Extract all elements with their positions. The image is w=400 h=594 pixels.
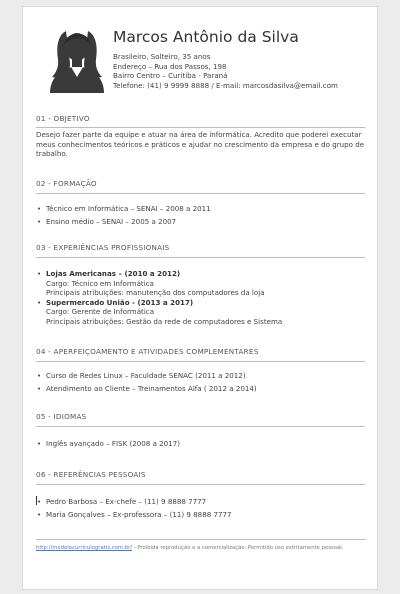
experience-cargo: Cargo: Gerente de Informática [46, 307, 155, 317]
section-title-experiencias: 03 - EXPERIÊNCIAS PROFISSIONAIS [36, 243, 170, 252]
section-title-referencias: 06 - REFERÊNCIAS PESSOAIS [36, 470, 146, 479]
experience-cargo: Cargo: Técnico em Informática [46, 278, 154, 288]
experience-atribuicoes: Principais atribuições: manutenção dos computadores da loja [46, 288, 265, 298]
experience-item: • Lojas Americanas – (2010 a 2012) Cargo: Técnico em Informática Principais atribuições: manutenção dos computadores da loja [36, 269, 282, 298]
aperfeicoamento-list [36, 371, 257, 397]
footer-notice-text: - Proibida reprodução e a comercialização. Permitido uso estritamente pessoal. [132, 545, 344, 551]
section-divider [36, 257, 365, 258]
objetivo-text: Desejo fazer parte da equipe e atuar na área de informática. Acredito que poderei executar meus conhecimentos teóricos e práticos e ajudar no crescimento da empresa e do grupo de trabalho. [36, 130, 365, 159]
personal-details [113, 52, 338, 90]
person-name: Marcos Antônio da Silva [113, 28, 299, 46]
section-title-idiomas: 05 - IDIOMAS [36, 412, 87, 421]
profile-photo [44, 23, 110, 93]
referencias-list [36, 497, 232, 523]
list-item: • Atendimento ao Cliente – Treinamentos Alfa ( 2012 a 2014) [37, 383, 257, 393]
detail-line: Telefone: (41) 9 9999 8888 / E-mail: marcosdasilva@email.com [113, 80, 338, 90]
list-item: • Pedro Barbosa – Ex-chefe – (11) 9 8888 7777 [37, 497, 207, 506]
section-title-formacao: 02 - FORMAÇÃO [36, 179, 97, 188]
experience-title: Lojas Americanas – (2010 a 2012) [46, 269, 181, 278]
experience-item: • Supermercado União - (2013 a 2017) Cargo: Gerente de Informática Principais atribuições: Gestão da rede de computadores e Sistema [37, 297, 283, 326]
footer-divider [36, 539, 366, 540]
section-divider [36, 193, 365, 194]
experiencias-list [36, 269, 282, 327]
detail-line: Brasileiro, Solteiro, 35 anos [113, 52, 211, 61]
footer-notice [36, 545, 376, 551]
list-item: • Técnico em Informática – SENAI – 2008 a 2011 [37, 204, 211, 213]
resume-page [22, 6, 378, 590]
list-item: • Ensino médio – SENAI – 2005 a 2007 [37, 216, 177, 226]
footer-link[interactable]: http://modelocurriculogratis.com.br/ [36, 545, 133, 551]
woman-silhouette-icon [44, 23, 110, 93]
section-title-aperfeicoamento: 04 - APERFEIÇOAMENTO E ATIVIDADES COMPLEMENTARES [36, 347, 259, 356]
section-divider [36, 484, 365, 485]
idiomas-list [36, 439, 180, 449]
list-item: • Maria Gonçalves – Ex-professora – (11) 9 8888 7777 [37, 509, 232, 519]
section-divider [36, 426, 365, 427]
list-item: • Curso de Redes Linux – Faculdade SENAC (2011 a 2012) [37, 371, 246, 380]
section-divider [36, 361, 365, 362]
detail-line: Endereço – Rua dos Passos, 198 [113, 61, 227, 71]
experience-atribuicoes: Principais atribuições: Gestão da rede de computadores e Sistema [46, 316, 283, 326]
experience-title: Supermercado União - (2013 a 2017) [46, 297, 194, 307]
section-title-objetivo: 01 - OBJETIVO [36, 114, 90, 123]
section-divider [36, 127, 365, 128]
list-item: • Inglês avançado – FISK (2008 a 2017) [37, 439, 180, 448]
formacao-list [36, 204, 211, 230]
detail-line: Bairro Centro – Curitiba - Paraná [113, 71, 228, 81]
